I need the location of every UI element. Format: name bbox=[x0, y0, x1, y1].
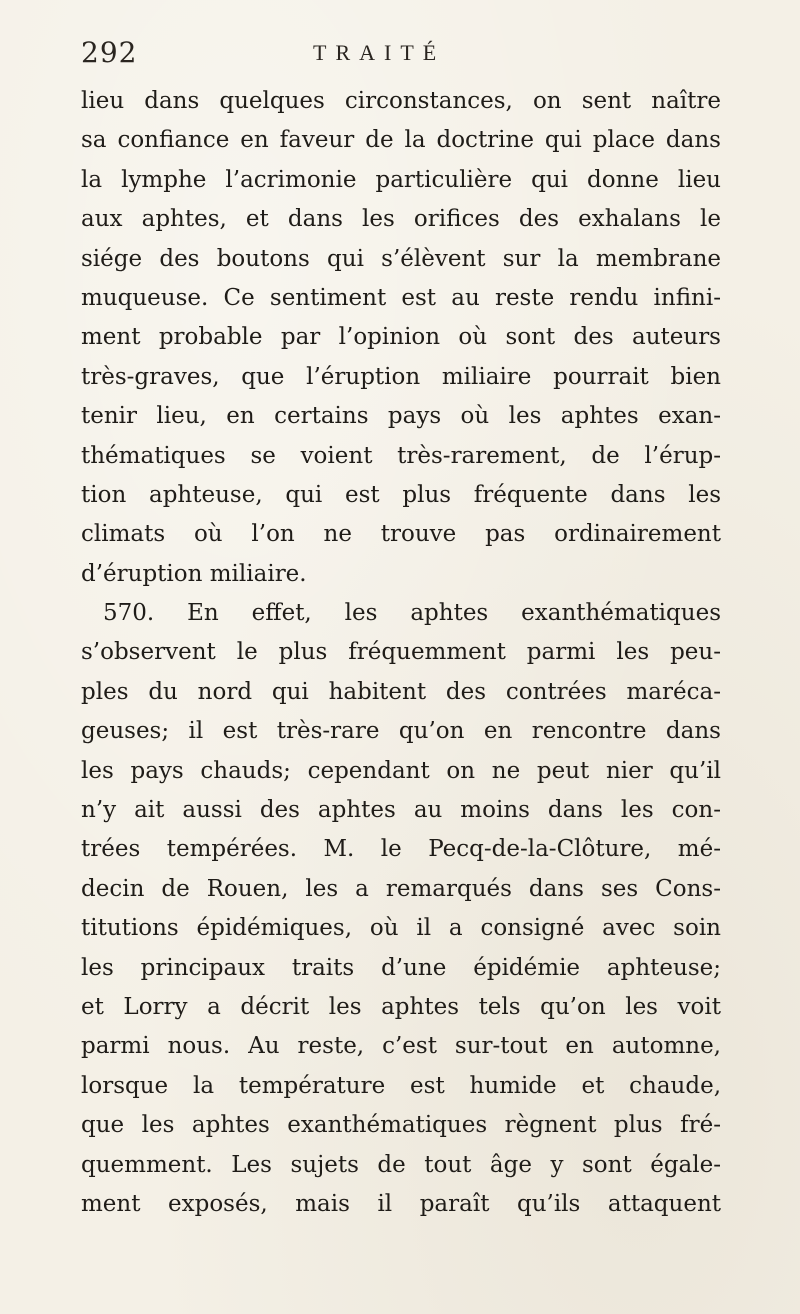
text-line: tion aphteuse, qui est plus fréquente dans les bbox=[81, 481, 721, 508]
text-line: tenir lieu, en certains pays où les aphtes exan- bbox=[81, 403, 721, 430]
text-line: decin de Rouen, les a remarqués dans ses Cons- bbox=[81, 875, 721, 902]
text-line: les principaux traits d’une épidémie aphteuse; bbox=[81, 954, 721, 981]
text-line: lieu dans quelques circonstances, on sent naître bbox=[81, 88, 721, 114]
text-line: siége des boutons qui s’élèvent sur la membrane bbox=[81, 245, 721, 272]
running-title: TRAITÉ bbox=[313, 40, 446, 65]
text-line: muqueuse. Ce sentiment est au reste rendu infini- bbox=[81, 284, 721, 311]
text-line: les pays chauds; cependant on ne peut nier qu’il bbox=[81, 757, 721, 784]
text-line: que les aphtes exanthématiques règnent plus fré- bbox=[81, 1112, 721, 1139]
text-line: très-graves, que l’éruption miliaire pourrait bien bbox=[81, 363, 721, 390]
text-line: climats où l’on ne trouve pas ordinairement bbox=[81, 521, 721, 548]
page-header bbox=[81, 36, 721, 76]
text-line: aux aphtes, et dans les orifices des exhalans le bbox=[81, 206, 721, 233]
text-line: trées tempérées. M. le Pecq-de-la-Clôture, mé- bbox=[81, 836, 721, 863]
body-text bbox=[81, 82, 721, 1224]
text-line: ples du nord qui habitent des contrées maréca- bbox=[81, 678, 721, 705]
text-line-paragraph-start: 570. En effet, les aphtes exanthématiques bbox=[103, 600, 721, 627]
text-line: lorsque la température est humide et chaude, bbox=[81, 1072, 721, 1099]
text-line: n’y ait aussi des aphtes au moins dans les con- bbox=[81, 797, 721, 824]
text-line: et Lorry a décrit les aphtes tels qu’on les voit bbox=[81, 993, 721, 1020]
text-line-paragraph-end: d’éruption miliaire. bbox=[81, 560, 307, 587]
text-line: titutions épidémiques, où il a consigné avec soin bbox=[81, 915, 721, 942]
text-line: ment exposés, mais il paraît qu’ils attaquent bbox=[81, 1190, 721, 1217]
text-line: ment probable par l’opinion où sont des auteurs bbox=[81, 324, 721, 351]
text-line: la lymphe l’acrimonie particulière qui donne lieu bbox=[81, 166, 721, 193]
text-line: parmi nous. Au reste, c’est sur-tout en automne, bbox=[81, 1033, 721, 1060]
text-line: s’observent le plus fréquemment parmi les peu- bbox=[81, 639, 721, 666]
text-line: thématiques se voient très-rarement, de l’érup- bbox=[81, 442, 721, 469]
text-line: sa confiance en faveur de la doctrine qui place dans bbox=[81, 127, 721, 154]
page-number: 292 bbox=[81, 36, 138, 69]
text-line: geuses; il est très-rare qu’on en rencontre dans bbox=[81, 718, 721, 745]
text-line: quemment. Les sujets de tout âge y sont égale- bbox=[81, 1151, 721, 1178]
